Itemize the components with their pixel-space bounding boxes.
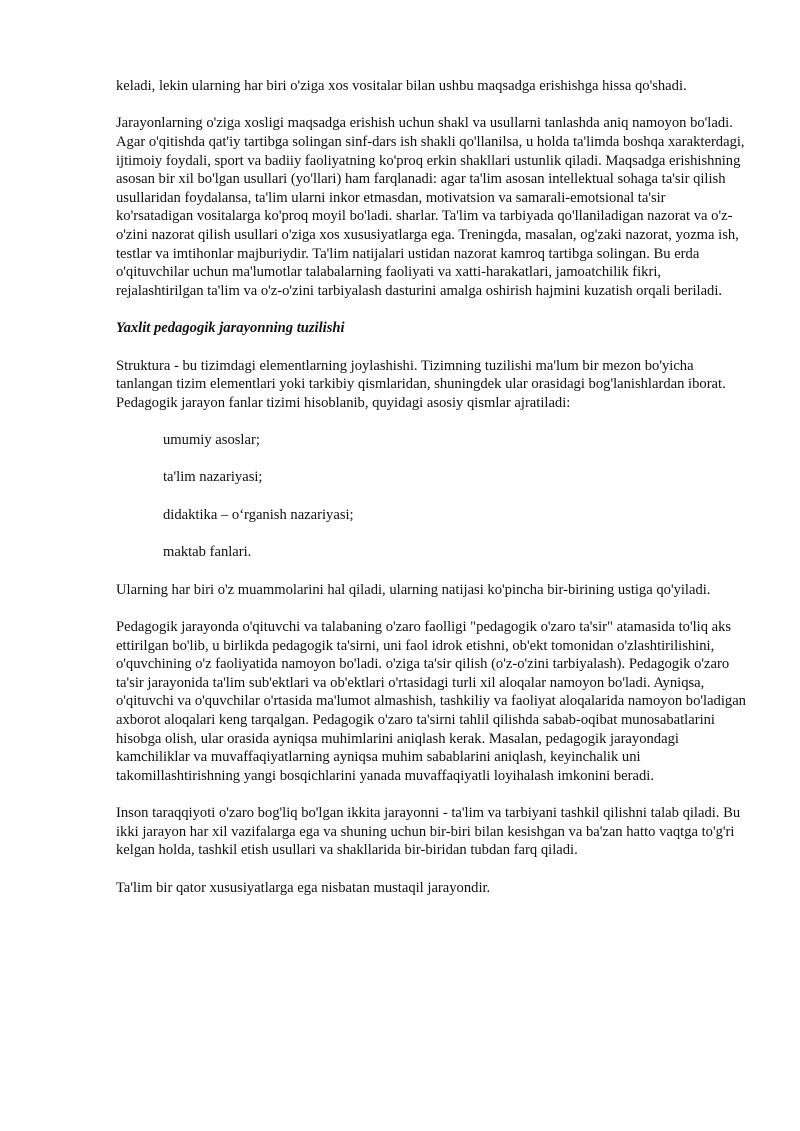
paragraph: Pedagogik jarayonda o'qituvchi va talabaning o'zaro faolligi "pedagogik o'zaro ta'sir" atamasida to'liq aks ettirilgan bo'lib, u birlikda pedagogik ta'sirni, uni faol idrok etishni, ob'ekt tomonidan o'zlashtirilishini, o'quvchining o'z faoliyatida namoyon bo'ladi. o'ziga ta'sir qilish (o'z-o'zini tarbiyalash). Pedagogik o'zaro ta'sir jarayonida ta'lim sub'ektlari va ob'ektlari o'rtasidagi turli xil aloqalar namoyon bo'ladi. Ayniqsa, o'qituvchi va o'quvchilar o'rtasida ma'lumot almashish, tashkiliy va faoliyat aloqalarida namoyon bo'ladigan axborot aloqalari keng tarqalgan. Pedagogik o'zaro ta'sirni tahlil qilishda sabab-oqibat munosabatlarini hisobga olish, ular orasida ayniqsa muhimlarini aniqlash kerak. Masalan, pedagogik jarayondagi kamchiliklar va muvaffaqiyatlarning ayniqsa muhim sabablarini aniqlash, keyinchalik uni takomillashtirishning yangi bosqichlarini yanada muvaffaqiyatli loyihalash imkonini beradi. [116,619,746,784]
list-item: ta'lim nazariyasi; [163,469,263,486]
section-heading: Yaxlit pedagogik jarayonning tuzilishi [116,320,345,337]
list-item: umumiy asoslar; [163,432,260,449]
paragraph: keladi, lekin ularning har biri o'ziga xos vositalar bilan ushbu maqsadga erishishga hissa qo'shadi. [116,78,687,94]
paragraph: Ularning har biri o'z muammolarini hal qiladi, ularning natijasi ko'pincha bir-birining ustiga qo'yiladi. [116,581,711,598]
paragraph: Struktura - bu tizimdagi elementlarning joylashishi. Tizimning tuzilishi ma'lum bir mezon bo'yicha tanlangan tizim elementlari yoki tarkibiy qismlaridan, shuningdek ular orasidagi bog'lanishlardan iborat. Pedagogik jarayon fanlar tizimi hisoblanib, quyidagi asosiy qismlar ajratiladi: [116,357,726,411]
list-item: didaktika – oʻrganish nazariyasi; [163,506,354,523]
paragraph: Jarayonlarning o'ziga xosligi maqsadga erishish uchun shakl va usullarni tanlashda aniq namoyon bo'ladi. Agar o'qitishda qat'iy tartibga solingan sinf-dars ish shakli qo'llanilsa, u holda ta'limda boshqa xarakterdagi, ijtimoiy foydali, sport va badiiy faoliyatning ko'proq erkin shakllari ustunlik qiladi. Maqsadga erishishning asosan bir xil bo'lgan usullari (yo'llari) ham farqlanadi: agar ta'lim asosan intellektual sohaga ta'sir qilish usullaridan foydalansa, ta'lim ularni inkor etmasdan, motivatsion va samarali-emotsional ta'sir ko'rsatadigan vositalarga ko'proq moyil bo'ladi. sharlar. Ta'lim va tarbiyada qo'llaniladigan nazorat va o'z-o'zini nazorat qilish usullari o'ziga xos xususiyatlarga ega. Treningda, masalan, og'zaki nazorat, yozma ish, testlar va imtihonlar majburiydir. Ta'lim natijalari ustidan nazorat kamroq tartibga solingan. Bu erda o'qituvchilar uchun ma'lumotlar talabalarning faoliyati va xatti-harakatlari, jamoatchilik fikri, rejalashtirilgan ta'lim va o'z-o'zini tarbiyalash dasturini amalga oshirish hajmini kuzatish orqali beriladi. [116,115,745,299]
document-body [116,77,746,916]
list-item: maktab fanlari. [163,544,252,561]
paragraph: Inson taraqqiyoti o'zaro bog'liq bo'lgan ikkita jarayonni - ta'lim va tarbiyani tashkil qilishni talab qiladi. Bu ikki jarayon har xil vazifalarga ega va shuning uchun bir-biri bilan kesishgan va ba'zan hatto vaqtga to'g'ri kelgan holda, tashkil etish usullari va shakllarida bir-biridan tubdan farq qiladi. [116,805,741,859]
paragraph: Ta'lim bir qator xususiyatlarga ega nisbatan mustaqil jarayondir. [116,879,491,896]
